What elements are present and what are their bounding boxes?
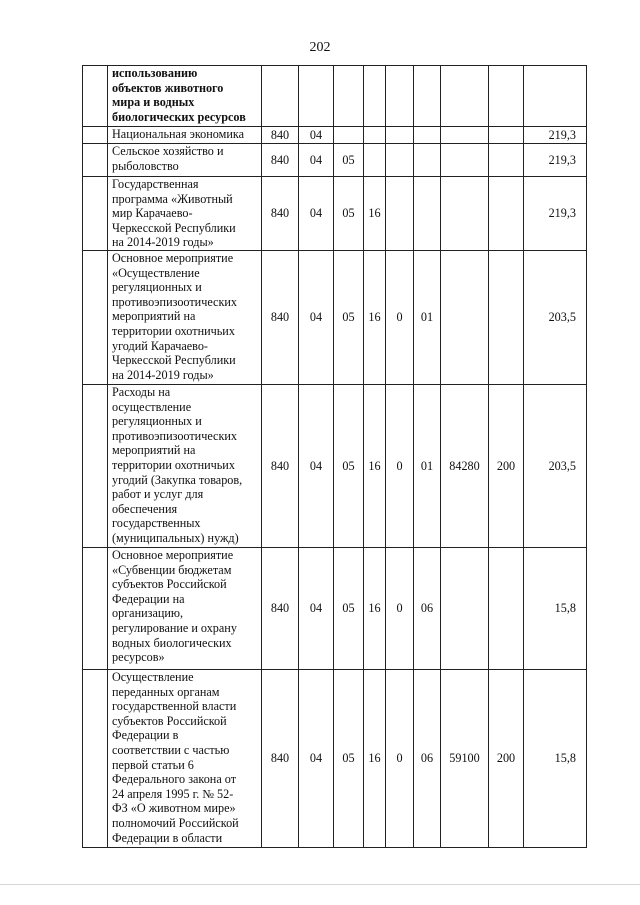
direction-code-cell: 59100 (441, 670, 489, 848)
page-number: 202 (309, 40, 331, 55)
program-code-cell (364, 127, 386, 144)
table-row (83, 127, 587, 144)
row-number-cell (83, 66, 108, 127)
section-code-cell: 04 (299, 670, 334, 848)
admin-code-cell: 840 (262, 251, 299, 385)
subprogram-code-cell (386, 66, 414, 127)
subsection-code-cell (334, 66, 364, 127)
expense-type-cell: 200 (489, 670, 524, 848)
section-code-cell: 04 (299, 127, 334, 144)
subsection-code-cell: 05 (334, 548, 364, 670)
expense-type-cell (489, 144, 524, 177)
row-number-cell (83, 670, 108, 848)
admin-code-cell: 840 (262, 177, 299, 251)
expense-type-cell (489, 127, 524, 144)
direction-code-cell: 84280 (441, 385, 489, 548)
table-row (83, 251, 587, 385)
program-code-cell (364, 144, 386, 177)
item-name-cell: Осуществление переданных органам государственной власти субъектов Российской Федерации в соответствии с частью первой статьи 6 Федерального закона от 24 апреля 1995 г. № 52- ФЗ «О животном мире» полномочий Российской Федерации в области (108, 670, 262, 848)
program-code-cell: 16 (364, 385, 386, 548)
admin-code-cell: 840 (262, 127, 299, 144)
amount-cell: 15,8 (524, 670, 587, 848)
event-code-cell (414, 177, 441, 251)
program-code-cell (364, 66, 386, 127)
amount-cell: 219,3 (524, 177, 587, 251)
subprogram-code-cell (386, 177, 414, 251)
event-code-cell: 06 (414, 670, 441, 848)
section-code-cell: 04 (299, 385, 334, 548)
row-number-cell (83, 127, 108, 144)
direction-code-cell (441, 548, 489, 670)
item-name-cell: Основное мероприятие «Осуществление регуляционных и противоэпизоотических мероприятий на территории охотничьих угодий Карачаево- Черкесской Республики на 2014-2019 годы» (108, 251, 262, 385)
table-row (83, 66, 587, 127)
subprogram-code-cell (386, 144, 414, 177)
direction-code-cell (441, 251, 489, 385)
amount-cell: 219,3 (524, 144, 587, 177)
amount-cell: 203,5 (524, 385, 587, 548)
item-name-cell: Государственная программа «Животный мир Карачаево- Черкесской Республики на 2014-2019 годы» (108, 177, 262, 251)
item-name-cell: Сельское хозяйство и рыболовство (108, 144, 262, 177)
amount-cell: 203,5 (524, 251, 587, 385)
amount-cell: 219,3 (524, 127, 587, 144)
item-name-cell: использованию объектов животного мира и водных биологических ресурсов (108, 66, 262, 127)
program-code-cell: 16 (364, 548, 386, 670)
expense-type-cell (489, 177, 524, 251)
table-row (83, 385, 587, 548)
subsection-code-cell: 05 (334, 251, 364, 385)
subsection-code-cell: 05 (334, 670, 364, 848)
admin-code-cell: 840 (262, 385, 299, 548)
section-code-cell: 04 (299, 548, 334, 670)
subsection-code-cell: 05 (334, 177, 364, 251)
amount-cell: 15,8 (524, 548, 587, 670)
direction-code-cell (441, 144, 489, 177)
expense-type-cell: 200 (489, 385, 524, 548)
subprogram-code-cell (386, 127, 414, 144)
item-name-cell: Расходы на осуществление регуляционных и противоэпизоотических мероприятий на территории охотничьих угодий (Закупка товаров, работ и услуг для обеспечения государственных (муниципальных) нужд) (108, 385, 262, 548)
table-row (83, 670, 587, 848)
row-number-cell (83, 548, 108, 670)
page-fold-line (0, 884, 640, 885)
subprogram-code-cell: 0 (386, 385, 414, 548)
amount-cell (524, 66, 587, 127)
direction-code-cell (441, 177, 489, 251)
subprogram-code-cell: 0 (386, 251, 414, 385)
subsection-code-cell: 05 (334, 385, 364, 548)
section-code-cell: 04 (299, 144, 334, 177)
subprogram-code-cell: 0 (386, 548, 414, 670)
program-code-cell: 16 (364, 177, 386, 251)
event-code-cell: 06 (414, 548, 441, 670)
subprogram-code-cell: 0 (386, 670, 414, 848)
table-row (83, 177, 587, 251)
row-number-cell (83, 144, 108, 177)
row-number-cell (83, 177, 108, 251)
row-number-cell (83, 251, 108, 385)
admin-code-cell (262, 66, 299, 127)
event-code-cell: 01 (414, 251, 441, 385)
section-code-cell: 04 (299, 251, 334, 385)
expense-type-cell (489, 548, 524, 670)
direction-code-cell (441, 127, 489, 144)
event-code-cell (414, 66, 441, 127)
budget-table (82, 65, 587, 848)
subsection-code-cell: 05 (334, 144, 364, 177)
item-name-cell: Основное мероприятие «Субвенции бюджетам субъектов Российской Федерации на организацию, регулирование и охрану водных биологических ресурсов» (108, 548, 262, 670)
program-code-cell: 16 (364, 670, 386, 848)
program-code-cell: 16 (364, 251, 386, 385)
admin-code-cell: 840 (262, 144, 299, 177)
admin-code-cell: 840 (262, 670, 299, 848)
row-number-cell (83, 385, 108, 548)
table-row (83, 548, 587, 670)
section-code-cell: 04 (299, 177, 334, 251)
event-code-cell: 01 (414, 385, 441, 548)
event-code-cell (414, 127, 441, 144)
expense-type-cell (489, 66, 524, 127)
item-name-cell: Национальная экономика (108, 127, 262, 144)
expense-type-cell (489, 251, 524, 385)
direction-code-cell (441, 66, 489, 127)
event-code-cell (414, 144, 441, 177)
table-row (83, 144, 587, 177)
subsection-code-cell (334, 127, 364, 144)
admin-code-cell: 840 (262, 548, 299, 670)
section-code-cell (299, 66, 334, 127)
table-body (83, 66, 587, 848)
